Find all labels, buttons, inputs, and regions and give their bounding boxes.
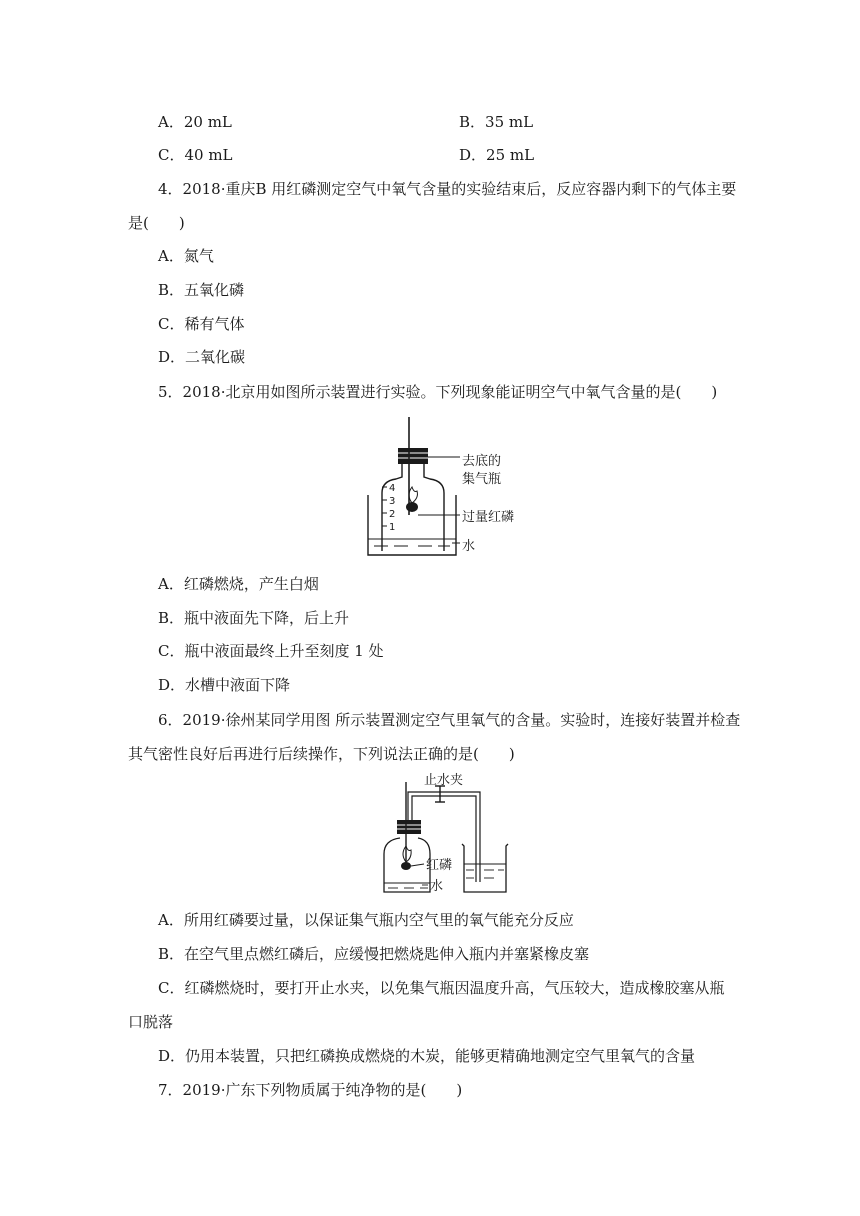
q3-option-c: C．40 mL [158,146,233,164]
q6-option-c: C．红磷燃烧时，要打开止水夹，以免集气瓶因温度升高，气压较大，造成橡胶塞从瓶 [158,979,725,997]
rubber-stopper [398,448,428,464]
q4-stem-line1: 4．2018·重庆B 用红磷测定空气中氧气含量的实验结束后，反应容器内剩下的气体主要 [158,180,737,198]
label-clamp: 止水夹 [424,773,464,788]
label-water: 水 [462,539,476,554]
beaker [462,844,508,892]
label-phosphorus: 红磷 [426,858,453,873]
red-phosphorus [406,502,418,512]
q5-option-a: A．红磷燃烧，产生白烟 [158,575,319,593]
trough-water [368,539,456,546]
red-phosphorus [401,862,411,870]
q5-figure [362,415,542,565]
label-gas-bottle: 集气瓶 [462,472,502,487]
label-excess-phosphorus: 过量红磷 [462,510,515,525]
q5-option-d: D．水槽中液面下降 [158,676,291,694]
q6-figure [378,772,518,897]
scale-label-2: 2 [389,509,396,520]
bottle-water [384,883,430,888]
q5-option-b: B．瓶中液面先下降，后上升 [158,609,350,627]
beaker-water [464,864,506,878]
scale-label-1: 1 [389,522,396,533]
flame-icon [409,487,417,503]
q6-option-b: B．在空气里点燃红磷后，应缓慢把燃烧匙伸入瓶内并塞紧橡皮塞 [158,945,590,963]
q4-option-a: A．氮气 [158,247,214,265]
q4-option-b: B．五氧化磷 [158,281,245,299]
rubber-stopper [397,820,421,834]
q5-option-c: C．瓶中液面最终上升至刻度 1 处 [158,642,384,660]
label-bottomless: 去底的 [462,454,502,469]
flame-icon [403,846,411,862]
scale-label-3: 3 [389,496,396,507]
q3-option-d: D．25 mL [459,146,535,164]
scale-marks [382,487,387,526]
q5-stem: 5．2018·北京用如图所示装置进行实验。下列现象能证明空气中氧气含量的是( ) [158,383,718,401]
label-water: 水 [430,879,444,894]
q3-option-b: B．35 mL [459,113,534,131]
scale-label-4: 4 [389,483,396,494]
q6-option-d: D．仍用本装置，只把红磷换成燃烧的木炭，能够更精确地测定空气里氧气的含量 [158,1047,696,1065]
q4-stem-line2: 是( ) [128,214,185,232]
q4-option-d: D．二氧化碳 [158,348,246,366]
q4-option-c: C．稀有气体 [158,315,245,333]
q6-stem-line1: 6．2019·徐州某同学用图 所示装置测定空气里氧气的含量。实验时，连接好装置并检查 [158,711,741,729]
q6-option-c-cont: 口脱落 [128,1013,174,1031]
q6-option-a: A．所用红磷要过量，以保证集气瓶内空气里的氧气能充分反应 [158,911,574,929]
q3-option-a: A．20 mL [158,113,232,131]
water-clamp [435,786,445,802]
q7-stem: 7．2019·广东下列物质属于纯净物的是( ) [158,1081,463,1099]
q6-stem-line2: 其气密性良好后再进行后续操作，下列说法正确的是( ) [128,745,515,763]
